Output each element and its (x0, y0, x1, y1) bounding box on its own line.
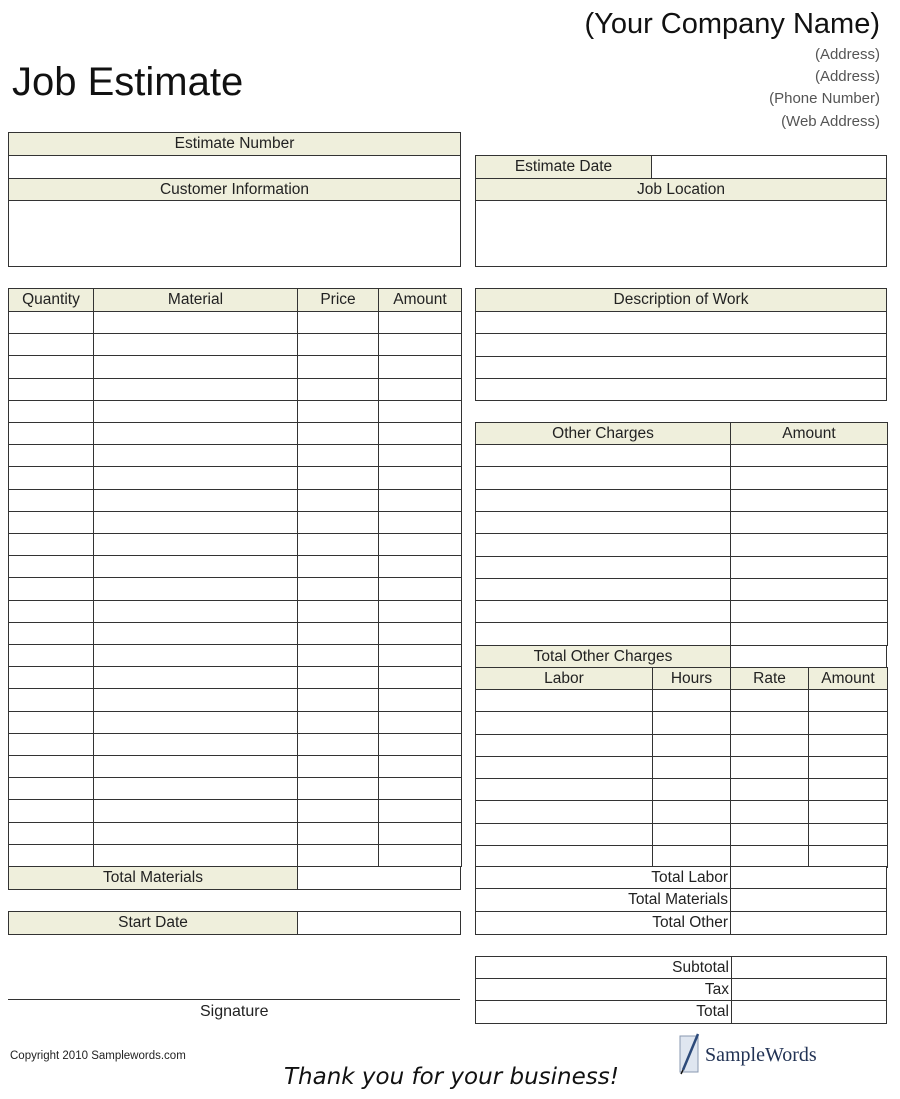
materials-cell-amount[interactable] (378, 444, 462, 467)
materials-cell-amount[interactable] (378, 489, 462, 512)
copyright-text: Copyright 2010 Samplewords.com (10, 1050, 186, 1062)
materials-cell-material[interactable] (93, 666, 298, 689)
job-location-field[interactable] (475, 200, 887, 267)
materials-cell-amount[interactable] (378, 755, 462, 778)
materials-cell-price[interactable] (297, 400, 379, 423)
materials-header-amount: Amount (378, 288, 462, 312)
tax-field[interactable] (731, 978, 887, 1001)
labor-cell-rate[interactable] (730, 734, 809, 757)
logo-text: SampleWords (705, 1043, 817, 1066)
materials-cell-quantity[interactable] (8, 777, 94, 800)
labor-cell-rate[interactable] (730, 823, 809, 846)
materials-cell-price[interactable] (297, 555, 379, 578)
customer-info-label: Customer Information (8, 178, 461, 201)
other-charges-cell-amount[interactable] (730, 578, 888, 601)
materials-cell-material[interactable] (93, 733, 298, 756)
labor-cell-hours[interactable] (652, 845, 731, 868)
materials-cell-quantity[interactable] (8, 555, 94, 578)
other-charges-cell-charge[interactable] (475, 578, 731, 601)
materials-cell-material[interactable] (93, 755, 298, 778)
total-labor-label: Total Labor (475, 866, 731, 889)
job-location-label: Job Location (475, 178, 887, 201)
company-phone: (Phone Number) (769, 90, 880, 107)
other-charges-cell-charge[interactable] (475, 556, 731, 579)
materials-cell-material[interactable] (93, 799, 298, 823)
materials-cell-amount[interactable] (378, 311, 462, 334)
labor-header-amount: Amount (808, 667, 888, 690)
subtotal-field[interactable] (731, 956, 887, 979)
signature-label: Signature (200, 1003, 269, 1020)
materials-cell-quantity[interactable] (8, 688, 94, 712)
estimate-date-label: Estimate Date (475, 155, 652, 179)
materials-cell-material[interactable] (93, 333, 298, 356)
other-charges-cell-amount[interactable] (730, 600, 888, 623)
materials-cell-material[interactable] (93, 311, 298, 334)
materials-cell-quantity[interactable] (8, 733, 94, 756)
company-name: (Your Company Name) (584, 8, 880, 40)
materials-cell-material[interactable] (93, 400, 298, 423)
labor-cell-rate[interactable] (730, 711, 809, 735)
materials-cell-quantity[interactable] (8, 822, 94, 845)
materials-header-price: Price (297, 288, 379, 312)
other-charges-cell-charge[interactable] (475, 489, 731, 512)
customer-info-field[interactable] (8, 200, 461, 267)
materials-cell-price[interactable] (297, 378, 379, 401)
labor-cell-labor[interactable] (475, 689, 653, 712)
materials-cell-quantity[interactable] (8, 466, 94, 490)
materials-cell-quantity[interactable] (8, 400, 94, 423)
materials-cell-price[interactable] (297, 511, 379, 534)
other-charges-cell-amount[interactable] (730, 466, 888, 490)
company-web: (Web Address) (781, 113, 880, 130)
materials-cell-price[interactable] (297, 622, 379, 645)
materials-cell-material[interactable] (93, 711, 298, 734)
thank-you-text: Thank you for your business! (284, 1064, 619, 1090)
labor-header-rate: Rate (730, 667, 809, 690)
labor-cell-amount[interactable] (808, 800, 888, 824)
labor-cell-labor[interactable] (475, 756, 653, 779)
labor-cell-hours[interactable] (652, 711, 731, 735)
labor-cell-hours[interactable] (652, 734, 731, 757)
other-charges-cell-charge[interactable] (475, 511, 731, 534)
signature-line[interactable] (8, 999, 460, 1000)
description-header: Description of Work (475, 288, 887, 312)
materials-cell-price[interactable] (297, 311, 379, 334)
materials-cell-amount[interactable] (378, 666, 462, 689)
total-labor-field[interactable] (730, 866, 887, 889)
materials-cell-quantity[interactable] (8, 844, 94, 867)
materials-cell-amount[interactable] (378, 622, 462, 645)
labor-cell-amount[interactable] (808, 756, 888, 779)
labor-cell-labor[interactable] (475, 800, 653, 824)
total-field[interactable] (731, 1000, 887, 1024)
materials-cell-price[interactable] (297, 666, 379, 689)
labor-cell-hours[interactable] (652, 689, 731, 712)
materials-cell-quantity[interactable] (8, 644, 94, 667)
materials-cell-amount[interactable] (378, 733, 462, 756)
materials-cell-quantity[interactable] (8, 622, 94, 645)
labor-cell-amount[interactable] (808, 734, 888, 757)
company-address-2: (Address) (814, 68, 880, 85)
labor-cell-amount[interactable] (808, 845, 888, 868)
total-materials-label: Total Materials (8, 866, 298, 890)
labor-cell-amount[interactable] (808, 823, 888, 846)
start-date-label: Start Date (8, 911, 298, 935)
labor-cell-hours[interactable] (652, 756, 731, 779)
materials-cell-amount[interactable] (378, 777, 462, 800)
other-charges-cell-amount[interactable] (730, 556, 888, 579)
materials-cell-amount[interactable] (378, 511, 462, 534)
materials-cell-material[interactable] (93, 511, 298, 534)
other-charges-cell-amount[interactable] (730, 489, 888, 512)
start-date-field[interactable] (297, 911, 461, 935)
labor-cell-rate[interactable] (730, 800, 809, 824)
labor-cell-labor[interactable] (475, 823, 653, 846)
materials-cell-price[interactable] (297, 333, 379, 356)
materials-cell-material[interactable] (93, 444, 298, 467)
materials-cell-amount[interactable] (378, 378, 462, 401)
materials-cell-material[interactable] (93, 466, 298, 490)
materials-cell-price[interactable] (297, 644, 379, 667)
materials-cell-amount[interactable] (378, 355, 462, 379)
labor-cell-rate[interactable] (730, 756, 809, 779)
estimate-number-field[interactable] (8, 155, 461, 179)
labor-cell-amount[interactable] (808, 689, 888, 712)
materials-cell-material[interactable] (93, 422, 298, 445)
materials-cell-amount[interactable] (378, 333, 462, 356)
labor-cell-hours[interactable] (652, 800, 731, 824)
labor-cell-hours[interactable] (652, 778, 731, 801)
materials-cell-quantity[interactable] (8, 311, 94, 334)
materials-cell-amount[interactable] (378, 688, 462, 712)
materials-cell-material[interactable] (93, 577, 298, 601)
materials-cell-quantity[interactable] (8, 378, 94, 401)
description-row[interactable] (475, 378, 887, 401)
materials-cell-price[interactable] (297, 711, 379, 734)
materials-cell-price[interactable] (297, 688, 379, 712)
materials-cell-quantity[interactable] (8, 711, 94, 734)
materials-cell-material[interactable] (93, 822, 298, 845)
materials-cell-material[interactable] (93, 844, 298, 867)
materials-cell-material[interactable] (93, 378, 298, 401)
materials-cell-quantity[interactable] (8, 333, 94, 356)
materials-cell-quantity[interactable] (8, 666, 94, 689)
labor-cell-labor[interactable] (475, 845, 653, 868)
total-other-charges-field[interactable] (730, 645, 887, 668)
labor-cell-labor[interactable] (475, 778, 653, 801)
labor-cell-labor[interactable] (475, 734, 653, 757)
other-charges-cell-charge[interactable] (475, 444, 731, 467)
materials-header-quantity: Quantity (8, 288, 94, 312)
total-other-charges-label: Total Other Charges (475, 645, 731, 668)
page-title: Job Estimate (12, 60, 244, 104)
materials-cell-price[interactable] (297, 755, 379, 778)
materials-cell-price[interactable] (297, 844, 379, 867)
materials-cell-price[interactable] (297, 577, 379, 601)
labor-cell-rate[interactable] (730, 845, 809, 868)
pen-icon (679, 1030, 701, 1081)
materials-cell-material[interactable] (93, 555, 298, 578)
description-row[interactable] (475, 311, 887, 334)
materials-cell-price[interactable] (297, 489, 379, 512)
materials-cell-amount[interactable] (378, 577, 462, 601)
materials-cell-amount[interactable] (378, 711, 462, 734)
materials-cell-amount[interactable] (378, 600, 462, 623)
samplewords-logo (679, 1030, 829, 1080)
labor-cell-amount[interactable] (808, 778, 888, 801)
total-other-label: Total Other (475, 911, 731, 935)
materials-cell-quantity[interactable] (8, 489, 94, 512)
total-materials-field[interactable] (297, 866, 461, 890)
total-materials-summary-field[interactable] (730, 888, 887, 912)
description-row[interactable] (475, 333, 887, 357)
materials-cell-material[interactable] (93, 688, 298, 712)
labor-cell-rate[interactable] (730, 689, 809, 712)
subtotal-label: Subtotal (475, 956, 732, 979)
materials-cell-quantity[interactable] (8, 422, 94, 445)
materials-cell-amount[interactable] (378, 844, 462, 867)
other-charges-header-charge: Other Charges (475, 422, 731, 445)
materials-cell-quantity[interactable] (8, 533, 94, 556)
materials-cell-price[interactable] (297, 733, 379, 756)
tax-label: Tax (475, 978, 732, 1001)
other-charges-cell-charge[interactable] (475, 622, 731, 646)
materials-cell-price[interactable] (297, 422, 379, 445)
materials-cell-amount[interactable] (378, 466, 462, 490)
materials-cell-material[interactable] (93, 777, 298, 800)
total-materials-summary-label: Total Materials (475, 888, 731, 912)
materials-cell-price[interactable] (297, 355, 379, 379)
other-charges-cell-charge[interactable] (475, 466, 731, 490)
total-label: Total (475, 1000, 732, 1024)
materials-cell-quantity[interactable] (8, 600, 94, 623)
materials-header-material: Material (93, 288, 298, 312)
materials-cell-amount[interactable] (378, 644, 462, 667)
labor-cell-rate[interactable] (730, 778, 809, 801)
materials-cell-quantity[interactable] (8, 799, 94, 823)
materials-cell-amount[interactable] (378, 799, 462, 823)
labor-header-hours: Hours (652, 667, 731, 690)
materials-cell-price[interactable] (297, 822, 379, 845)
other-charges-cell-amount[interactable] (730, 511, 888, 534)
materials-cell-amount[interactable] (378, 422, 462, 445)
materials-cell-material[interactable] (93, 355, 298, 379)
materials-cell-quantity[interactable] (8, 355, 94, 379)
materials-cell-material[interactable] (93, 644, 298, 667)
labor-cell-labor[interactable] (475, 711, 653, 735)
materials-cell-price[interactable] (297, 466, 379, 490)
materials-cell-amount[interactable] (378, 555, 462, 578)
materials-cell-price[interactable] (297, 777, 379, 800)
estimate-date-field[interactable] (651, 155, 887, 179)
materials-cell-price[interactable] (297, 799, 379, 823)
labor-header-labor: Labor (475, 667, 653, 690)
materials-cell-material[interactable] (93, 489, 298, 512)
materials-cell-price[interactable] (297, 533, 379, 556)
materials-cell-price[interactable] (297, 600, 379, 623)
other-charges-cell-charge[interactable] (475, 600, 731, 623)
materials-cell-quantity[interactable] (8, 444, 94, 467)
materials-cell-material[interactable] (93, 622, 298, 645)
materials-cell-material[interactable] (93, 533, 298, 556)
other-charges-header-amount: Amount (730, 422, 888, 445)
labor-cell-hours[interactable] (652, 823, 731, 846)
company-address-1: (Address) (814, 46, 880, 63)
materials-cell-amount[interactable] (378, 400, 462, 423)
materials-cell-quantity[interactable] (8, 577, 94, 601)
materials-cell-amount[interactable] (378, 822, 462, 845)
materials-cell-quantity[interactable] (8, 755, 94, 778)
other-charges-cell-charge[interactable] (475, 533, 731, 557)
description-row[interactable] (475, 356, 887, 379)
estimate-number-label: Estimate Number (8, 132, 461, 156)
materials-cell-quantity[interactable] (8, 511, 94, 534)
materials-cell-amount[interactable] (378, 533, 462, 556)
other-charges-cell-amount[interactable] (730, 444, 888, 467)
labor-cell-amount[interactable] (808, 711, 888, 735)
other-charges-cell-amount[interactable] (730, 533, 888, 557)
other-charges-cell-amount[interactable] (730, 622, 888, 646)
materials-cell-material[interactable] (93, 600, 298, 623)
total-other-field[interactable] (730, 911, 887, 935)
materials-cell-price[interactable] (297, 444, 379, 467)
